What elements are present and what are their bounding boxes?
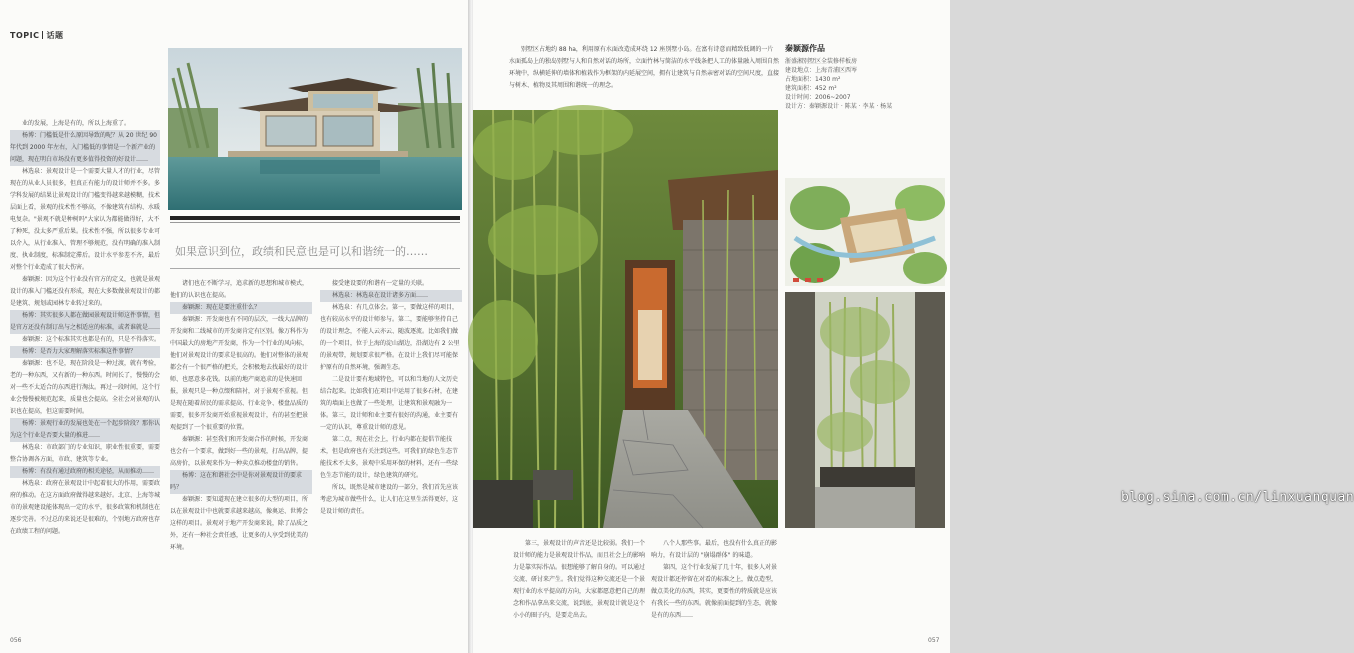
right-top-paragraph — [509, 44, 779, 106]
paragraph: 第四，这个行业发展了几十年，很多人对景观设计都还停留在对看的标准之上，做点造型，做点美化的东西，其实，更要性的特质就是应该有我长一些的东西。就像前面提到的生态，就像是有的东西…… — [651, 564, 778, 619]
quote-top-rule — [170, 222, 460, 223]
credit-row: 设计方：秦颖源设计 · 陈某 · 李某 · 杨某 — [785, 103, 893, 110]
right-page — [473, 0, 1354, 653]
topic-header — [10, 30, 63, 41]
blog-watermark: blog.sina.com.cn/linxuanquan — [1121, 490, 1354, 505]
left-column-3 — [320, 278, 462, 628]
left-column-1 — [10, 118, 160, 628]
topic-title: 话题 — [46, 31, 64, 40]
paragraph: 二是设计要有地域特色，可以和当地的人文历史结合起来。比如我们在项目中运用了很多石材，在建筑的墙面上也做了一些处理，让建筑和景观融为一体。第三，设计师和业主要有很好的沟通，业主要有一定的认识，尊重设计师的意见。 — [320, 376, 459, 431]
site-plan-image — [785, 178, 945, 286]
paragraph-question: 林选泉：林选泉在设计诸多方面…… — [320, 290, 462, 302]
paragraph-question: 杨博：其实很多人都在做园景观设计师这件事情，但是官方还没有制订出与之相适应的标准，或者谁就是…… — [10, 310, 160, 334]
right-column-1 — [513, 538, 648, 634]
paragraph: 秦颖源：甚至我们和开发商合作的时候，开发商也会有一个要求，做到好一些的景观，打出品牌，提高房价，以景观来作为一种卖点推动楼盘的销售。 — [170, 436, 309, 467]
paragraph: 秦颖源：这个标准其实也都是有的，只是不得落实。 — [22, 336, 161, 343]
paragraph-question: 杨博：是否力大家理解落实标准这件事情？ — [10, 346, 160, 358]
paragraph: 诸们也在不断学习，追求新的思想和城市模式，他们的认识也在提高。 — [170, 280, 309, 299]
bamboo-detail-photo — [785, 292, 945, 528]
left-column-2 — [170, 278, 312, 628]
quote-bottom-rule — [170, 268, 460, 269]
paragraph: 林选泉：市政部门的专业知识，职业性很重要，需要整合协调各方面，市政、建筑等专业。 — [10, 444, 161, 463]
left-page — [0, 0, 470, 653]
credit-row: 浙盛湘别墅区全装修样板房 — [785, 58, 858, 65]
paragraph: 林选泉：景观设计是一个需要大量人才的行业，尽管现在的从业人员很多，但真正有能力的设计师并不多。多学科发展的结果让景观设计的门槛变得越来越模糊，技术层面上看，景观的技术性不够高，不像建筑有结构、水暖电复杂。"景观不就是种树吗"大家认为都能做得好，大不了种死，没太多严重后果。技术性不强，所以很多专业可以介入，从行业准入、管理不够规范，没有明确的准入制度、执业制度，标准制定滞后。设计水平参差不齐，最后对整个行业造成了很大伤害。 — [10, 168, 161, 271]
topic-divider — [42, 31, 43, 39]
paragraph: 林选泉：有几点体会。第一，要做这样的项目，也有较高水平的设计师参与。第二，要能够坚持自己的设计理念，不能人云亦云、随波逐流。比如我们做的一个项目，位于上海的淀山湖边，沿湖边有 2 公里的景观带，规划要求很严格。在设计上我们尽可能保护原有的自然环境，强调生态。 — [320, 304, 460, 371]
quote-top-bar — [170, 216, 460, 220]
paragraph: 第三，景观设计的声音还是比较弱。我们一个设计师的能力是景观设计作品，而且社会上的影响力是靠实际作品。很想能够了解自身的。可以通过交流、研讨来产生。我们觉得这种交流还是一个景观行业的水平提高的方向，大家都愿意把自己的理念和作品拿出来交流，说到底，景观设计就是这个小小的圈子内，是要走出去。 — [513, 540, 646, 619]
project-credit — [785, 44, 945, 111]
house-rendering-photo — [168, 48, 462, 210]
paragraph-question: 秦颖源：现在是要注重什么？ — [170, 302, 312, 314]
paragraph-question: 杨博：景观行业的发展也处在一个起步阶段？那你认为这个行业是否要大量的推进…… — [10, 418, 160, 442]
paragraph: 第二点，现在社会上，行业内都在提倡节能技术，但是政府也有关注到这些。可我们的绿色生态节能技术不太多，景观中采用环保的材料，还有一些绿色生态节能的设计，绿色建筑的研究。 — [320, 436, 459, 479]
pull-quote: 如果意识到位，政绩和民意也是可以和谐统一的…… — [175, 245, 428, 258]
paragraph: 秦颖源：开发商也有不同的层次，一线大品牌的开发商和二线城市的开发商肯定有区别。像万科作为中国最大的房地产开发商，作为一个行业的风向标，他们对景观设计的要求是很高的。他们对整体的景观都会有一个很严格的把关，会积极地去找最好的设计师、也愿意多花钱。以前的地产商追求的是快速回报，景观只是一种点缀和陪衬，对于景观不重视。但是现在随着居民的需求提高、行业竞争、楼盘品质的需要，很多开发商开始重视景观设计，有的甚至把景观提到了一个很重要的位置。 — [170, 316, 309, 431]
right-column-2 — [651, 538, 781, 634]
paragraph: 所以，既然是城市建设的一部分，我们首先应该考虑为城市做些什么，让人们在这里生活得更好，这是设计师的责任。 — [320, 484, 459, 515]
topic-label: TOPIC — [10, 31, 40, 40]
bamboo-courtyard-photo — [473, 110, 778, 528]
bamboo-courtyard-image — [473, 110, 778, 528]
site-plan-drawing — [785, 178, 945, 286]
paragraph-question: 杨博：有没有通过政府的相关途径，从而推动…… — [10, 466, 160, 478]
paragraph: 业的发展，上海是有的，所以上海重了。 — [22, 120, 131, 127]
paragraph: 八个人那些事。最后，也没有什么真正的影响力，有设计层的 "崩塌群体" 的味道。 — [651, 540, 778, 559]
paragraph: 接受建设要的和谐有一定量的关联。 — [332, 280, 429, 287]
house-rendering-image — [168, 48, 462, 210]
paragraph: 秦颖源：也不是，现在阶段是一种过渡，就有考验，老的一种东西，又有新的一种东西。时间长了，慢慢的会对一些不太适合的东西进行淘汰。再过一段时间，这个行业会慢慢被规范起来，质量也会提高。全社会对景观的认识也在提高，但这需要时间。 — [10, 360, 161, 415]
credit-row: 建筑面积：452 m² — [785, 85, 837, 92]
credit-row: 占地面积：1430 m² — [785, 76, 841, 83]
paragraph-question: 杨博：这在和谐社会中是你对景观设计的要求吗？ — [170, 470, 312, 494]
paragraph-question: 杨博：门槛低是什么原因导致的呢？从 20 世纪 90 年代到 2000 年左右，入门槛低的事情是一个新产业的问题，现在明白市场没有更多值得投资的好设计…… — [10, 130, 160, 166]
paragraph: 秦颖源：因为这个行业没有官方的定义，也就是景观设计的准入门槛还没有形成，现在大多数做景观设计的都是建筑、规划或园林专业转过来的。 — [10, 276, 161, 307]
credit-title: 秦颖源作品 — [785, 44, 825, 53]
page-number-left: 056 — [10, 637, 22, 644]
credit-row: 设计时间：2006~2007 — [785, 94, 851, 101]
page-number-right: 057 — [928, 637, 940, 644]
credit-row: 建设地点：上海青浦区西岑 — [785, 67, 858, 74]
paragraph: 秦颖源：要知道现在建立很多的大型的项目，所以在景观设计中也就要求越来越高，像奥运、世博会这样的项目。景观对于地产开发商来说，除了品质之外，还有一种社会责任感，让更多的人享受到优美的环境。 — [170, 496, 309, 551]
bamboo-detail-image — [785, 292, 945, 528]
paragraph: 林选泉：政府在景观设计中起着很大的作用，需要政府的推动。在这方面政府做得越来越好。北京、上海等城市的景观建设能体现出一定的水平，很多政策和机制也在逐步完善。不过总的来说还是很难的，个别地方政府也存在政绩工程的问题。 — [10, 480, 161, 535]
paragraph: 别墅区占地约 88 ha，利用原有水面改造成环绕 12 座别墅小岛。在富有诗意而精致低调的一片水面孤岛上的独岛别墅与人和自然对话的场所，立面竹林与简洁的水平线条把人工的体量融入周围自然环境中，纵横延伸的墙体和植栽作为框架的内延展空间，拥有让建筑与自然亲密对话的空间尺度，直接与树木、植物及其周围和谐统一的理念。 — [509, 46, 780, 89]
